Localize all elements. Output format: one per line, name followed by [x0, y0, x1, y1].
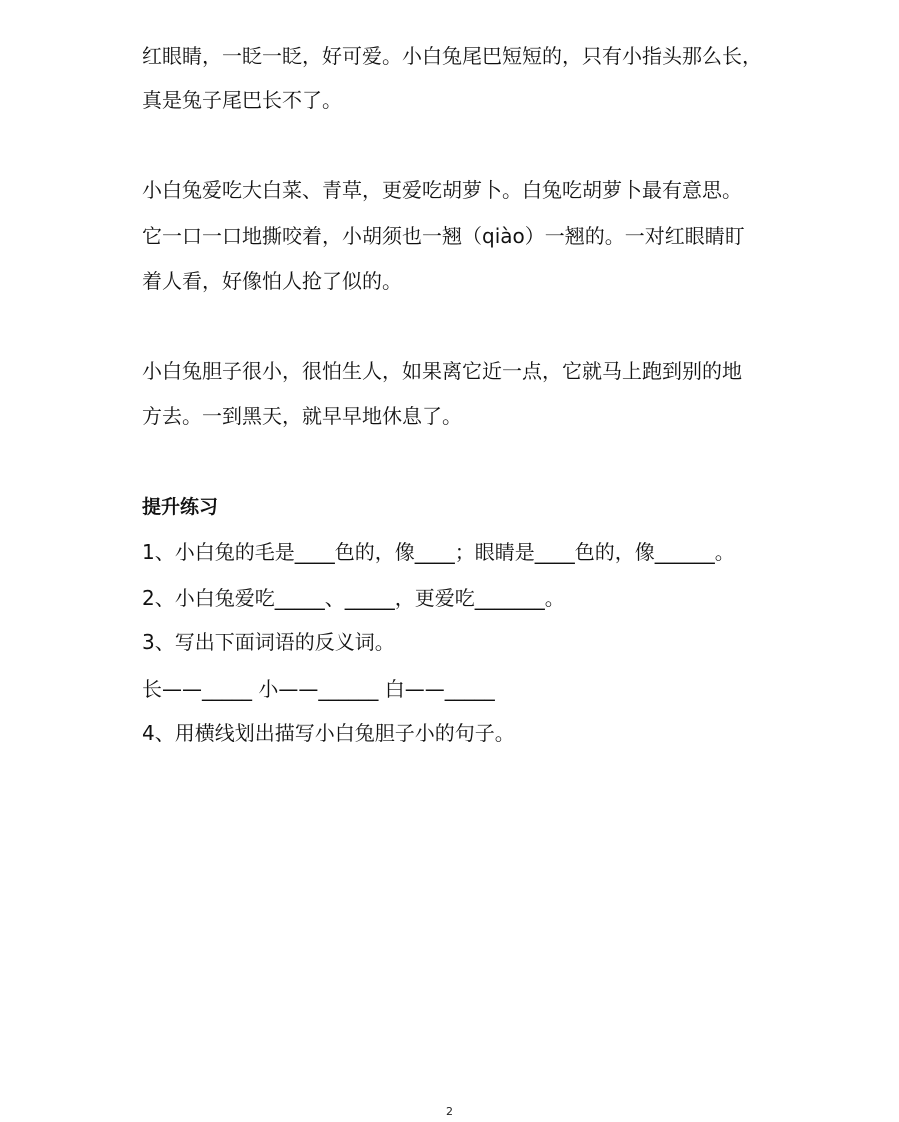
antonym-blanks: 长——_____ 小——______ 白——_____: [142, 677, 495, 701]
exercise-question-1: 1、小白兔的毛是____色的，像____；眼睛是____色的，像______。: [142, 540, 735, 564]
paragraph-3-line-1: 小白兔胆子很小，很怕生人，如果离它近一点，它就马上跑到别的地: [142, 359, 742, 383]
paragraph-1-line-2: 真是兔子尾巴长不了。: [142, 88, 342, 112]
exercise-question-2: 2、小白兔爱吃_____、_____，更爱吃_______。: [142, 586, 565, 610]
paragraph-2-line-3: 着人看，好像怕人抢了似的。: [142, 269, 402, 293]
paragraph-3-line-2: 方去。一到黑天，就早早地休息了。: [142, 404, 462, 428]
exercise-question-4: 4、用横线划出描写小白兔胆子小的句子。: [142, 721, 515, 745]
exercise-question-3: 3、写出下面词语的反义词。: [142, 630, 395, 654]
paragraph-2-line-2: 它一口一口地撕咬着，小胡须也一翘（qiào）一翘的。一对红眼睛盯: [142, 224, 745, 248]
paragraph-1-line-1: 红眼睛，一眨一眨，好可爱。小白兔尾巴短短的，只有小指头那么长，: [142, 44, 762, 68]
page-number: 2: [446, 1105, 453, 1118]
paragraph-2-line-1: 小白兔爱吃大白菜、青草，更爱吃胡萝卜。白兔吃胡萝卜最有意思。: [142, 178, 742, 202]
exercise-heading: 提升练习: [142, 496, 219, 518]
